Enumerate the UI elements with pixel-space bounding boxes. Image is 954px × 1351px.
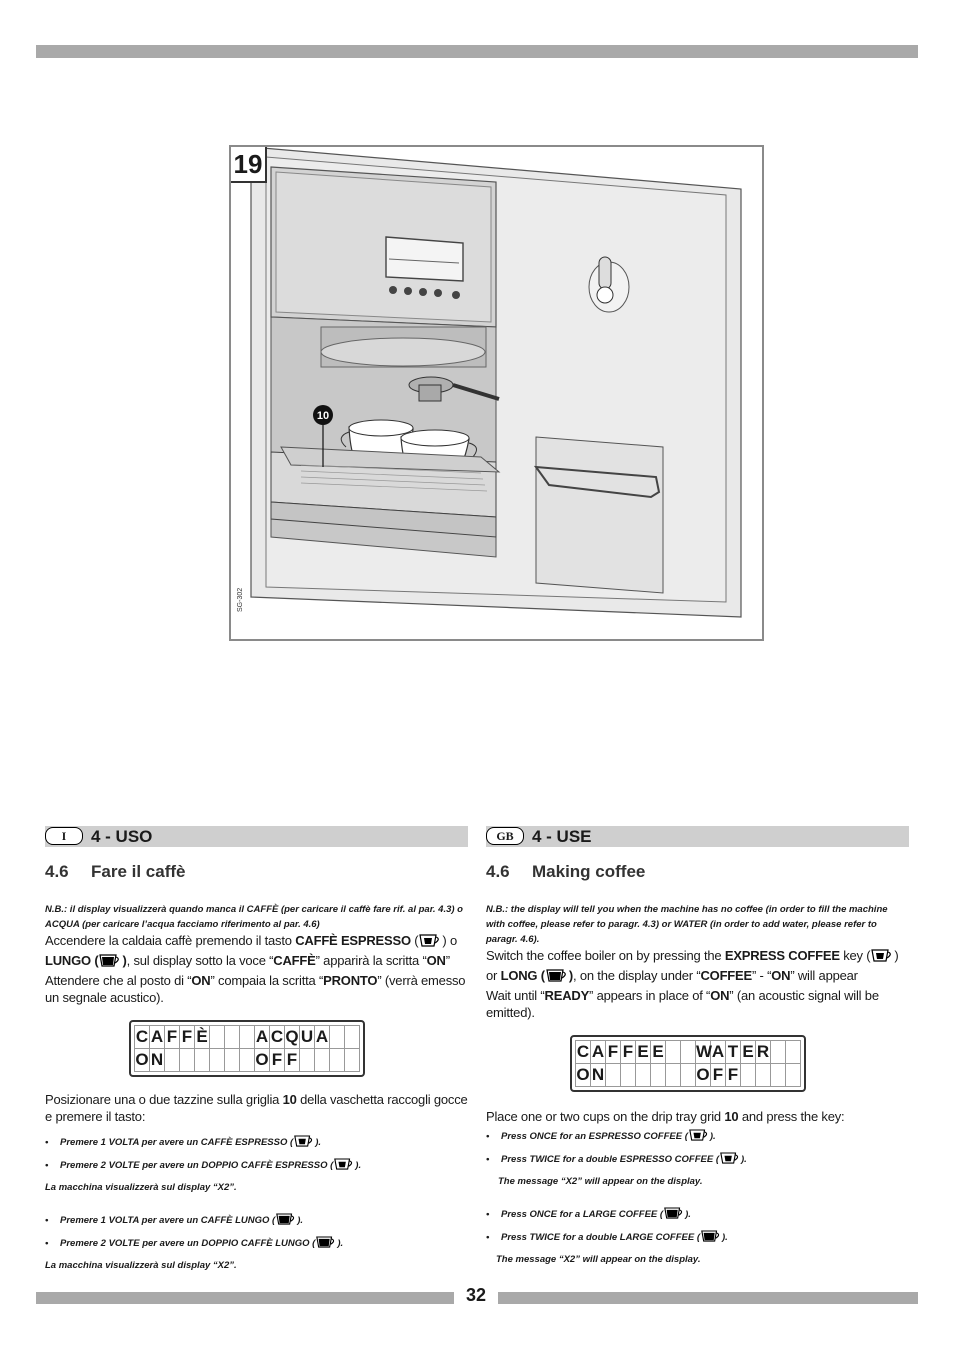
lcd-cell: A: [591, 1040, 606, 1064]
lcd-cell: O: [575, 1064, 591, 1087]
paragraph-3-it: Posizionare una o due tazzine sulla griglia 10 della vaschetta raccogli gocce e premere il tasto:: [45, 1092, 468, 1124]
lcd-display-it: [129, 1020, 365, 1077]
subsection-label: Making coffee: [532, 862, 646, 881]
list-item: • Press TWICE for a double LARGE COFFEE ( ).: [486, 1228, 909, 1251]
bullet-list-it: [45, 1133, 468, 1275]
lcd-cell: E: [636, 1040, 651, 1064]
lcd-cell: [315, 1049, 330, 1072]
large-cup-icon: [275, 1213, 297, 1234]
display-note: La macchina visualizzerà sul display “X2”.: [45, 1182, 237, 1193]
lcd-cell: E: [741, 1040, 756, 1064]
lcd-cell: [681, 1040, 696, 1064]
bottom-rule-left: [36, 1292, 454, 1304]
list-item: • Premere 1 VOLTA per avere un CAFFÈ ESPRESSO ( ).: [45, 1133, 468, 1156]
lcd-cell: È: [195, 1025, 210, 1049]
lcd-cell: C: [575, 1040, 591, 1064]
figure-code: SG-302: [237, 587, 244, 612]
subsection-label: Fare il caffè: [91, 862, 186, 881]
list-item: • Premere 2 VOLTE per avere un DOPPIO CAFFÈ ESPRESSO ( ).: [45, 1156, 468, 1179]
lcd-cell: [681, 1064, 696, 1087]
paragraph-1-it: Accendere la caldaia caffè premendo il tasto CAFFÈ ESPRESSO ( ) o LUNGO ( ), sul display sotto la voce “CAFFÈ” apparirà la scritta “ON”: [45, 932, 468, 972]
lcd-cell: [666, 1064, 681, 1087]
list-item: • Press ONCE for an ESPRESSO COFFEE ( ).: [486, 1127, 909, 1150]
lcd-cell: [240, 1049, 255, 1072]
language-badge-gb: GB: [486, 827, 524, 845]
list-item: • Press ONCE for a LARGE COFFEE ( ).: [486, 1205, 909, 1228]
subsection-title-gb: [486, 862, 909, 882]
section-header-gb: [486, 826, 909, 847]
language-badge-it: I: [45, 827, 83, 845]
lcd-cell: W: [696, 1040, 711, 1064]
lcd-cell: [621, 1064, 636, 1087]
lcd-cell: F: [165, 1025, 180, 1049]
lcd-cell: [345, 1049, 360, 1072]
paragraph-3-gb: Place one or two cups on the drip tray grid 10 and press the key:: [486, 1109, 845, 1124]
lcd-cell: [330, 1049, 345, 1072]
display-note: La macchina visualizzerà sul display “X2”.: [45, 1260, 237, 1271]
section-title-it: 4 - USO: [91, 827, 153, 846]
lcd-cell: [210, 1025, 225, 1049]
lcd-cell: A: [315, 1025, 330, 1049]
figure-19: [229, 145, 764, 641]
lcd-cell: [300, 1049, 315, 1072]
top-rule: [36, 45, 918, 58]
lcd-cell: [666, 1040, 681, 1064]
lcd-cell: A: [150, 1025, 165, 1049]
large-cup-icon: [700, 1230, 722, 1251]
lcd-cell: Q: [285, 1025, 300, 1049]
lcd-cell: [345, 1025, 360, 1049]
lcd-cell: C: [134, 1025, 150, 1049]
lcd-cell: F: [270, 1049, 285, 1072]
lcd-cell: F: [606, 1040, 621, 1064]
paragraph-2-it: Attendere che al posto di “ON” compaia la scritta “PRONTO” (verrà emesso un segnale acustico).: [45, 973, 466, 1005]
large-cup-icon: [315, 1236, 337, 1257]
subsection-number: 4.6: [45, 862, 69, 881]
lcd-cell: F: [726, 1064, 741, 1087]
lcd-cell: [330, 1025, 345, 1049]
figure-number: 19: [231, 147, 267, 183]
lcd-cell: [210, 1049, 225, 1072]
subsection-number: 4.6: [486, 862, 510, 881]
display-note: The message “X2” will appear on the display.: [498, 1176, 703, 1187]
paragraph-1-gb: Switch the coffee boiler on by pressing the EXPRESS COFFEE key ( ) or LONG ( ), on the display under “COFFEE” - “ON” will appear: [486, 947, 909, 987]
english-column: [486, 826, 909, 1269]
lcd-cell: [225, 1025, 240, 1049]
espresso-cup-icon: [719, 1152, 741, 1173]
lcd-cell: C: [270, 1025, 285, 1049]
section-header-it: [45, 826, 468, 847]
large-cup-icon: [663, 1207, 685, 1228]
lcd-row: [575, 1064, 801, 1087]
section-title-gb: 4 - USE: [532, 827, 592, 846]
lcd-cell: F: [180, 1025, 195, 1049]
subsection-title-it: [45, 862, 468, 882]
lcd-cell: E: [651, 1040, 666, 1064]
callout-10: 10: [316, 410, 330, 422]
nb-note-gb: N.B.: the display will tell you when the machine has no coffee (in order to fill the machine with coffee, please refer to paragr. 4.3) or WATER (in order to add water, please refer to paragr. 4.6).: [486, 904, 888, 945]
lcd-cell: N: [150, 1049, 165, 1072]
espresso-cup-icon: [688, 1129, 710, 1150]
large-cup-icon: [545, 969, 569, 987]
lcd-display-gb: [570, 1035, 806, 1092]
lcd-cell: F: [711, 1064, 726, 1087]
lcd-cell: R: [756, 1040, 771, 1064]
lcd-cell: T: [726, 1040, 741, 1064]
list-item: • Premere 1 VOLTA per avere un CAFFÈ LUNGO ( ).: [45, 1211, 468, 1234]
lcd-cell: A: [711, 1040, 726, 1064]
nb-note-it: N.B.: il display visualizzerà quando manca il CAFFÈ (per caricare il caffè fare rif. al par. 4.3) o ACQUA (per caricare l’acqua facciamo riferimento al par. 4.6): [45, 904, 463, 930]
display-note: The message “X2” will appear on the display.: [496, 1254, 701, 1265]
lcd-cell: [756, 1064, 771, 1087]
espresso-cup-icon: [333, 1158, 355, 1179]
espresso-cup-icon: [418, 934, 442, 952]
lcd-cell: [786, 1064, 801, 1087]
lcd-cell: [786, 1040, 801, 1064]
lcd-cell: O: [696, 1064, 711, 1087]
page-number: 32: [465, 1285, 487, 1305]
espresso-cup-icon: [870, 949, 894, 967]
lcd-cell: [225, 1049, 240, 1072]
lcd-cell: [636, 1064, 651, 1087]
lcd-cell: F: [285, 1049, 300, 1072]
bullet-list-gb: [486, 1127, 909, 1269]
lcd-cell: O: [134, 1049, 150, 1072]
lcd-row: [575, 1040, 801, 1064]
lcd-cell: [165, 1049, 180, 1072]
coffee-machine-illustration: [231, 147, 762, 639]
espresso-cup-icon: [293, 1135, 315, 1156]
lcd-cell: O: [255, 1049, 270, 1072]
lcd-row: [134, 1025, 360, 1049]
lcd-cell: [771, 1064, 786, 1087]
bottom-rule-right: [498, 1292, 918, 1304]
lcd-cell: [651, 1064, 666, 1087]
list-item: • Premere 2 VOLTE per avere un DOPPIO CAFFÈ LUNGO ( ).: [45, 1234, 468, 1257]
lcd-cell: F: [621, 1040, 636, 1064]
lcd-cell: [195, 1049, 210, 1072]
lcd-cell: [180, 1049, 195, 1072]
paragraph-2-gb: Wait until “READY” appears in place of “ON” (an acoustic signal will be emitted).: [486, 988, 879, 1020]
large-cup-icon: [98, 954, 122, 972]
lcd-cell: [741, 1064, 756, 1087]
lcd-cell: [606, 1064, 621, 1087]
lcd-cell: [771, 1040, 786, 1064]
lcd-cell: A: [255, 1025, 270, 1049]
lcd-cell: U: [300, 1025, 315, 1049]
lcd-cell: [240, 1025, 255, 1049]
lcd-cell: N: [591, 1064, 606, 1087]
italian-column: [45, 826, 468, 1275]
list-item: • Press TWICE for a double ESPRESSO COFFEE ( ).: [486, 1150, 909, 1173]
lcd-row: [134, 1049, 360, 1072]
